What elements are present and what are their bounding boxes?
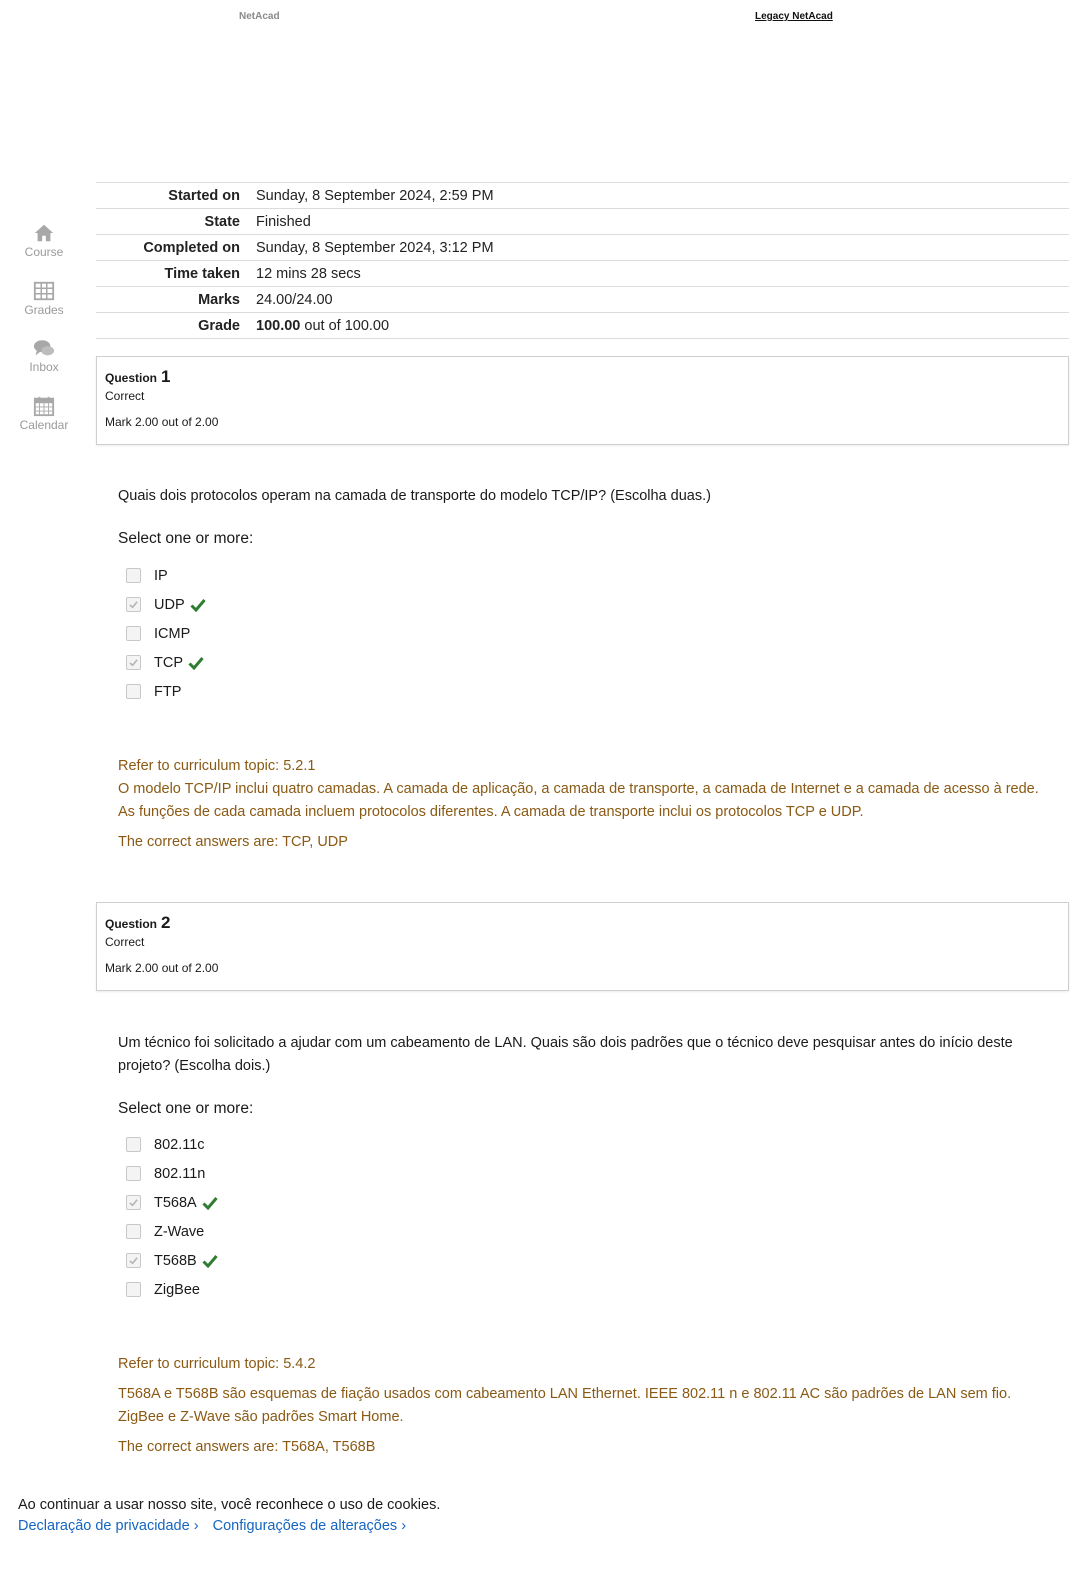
- sidebar-item-calendar[interactable]: [0, 395, 88, 453]
- grade-score: 100.00: [256, 317, 301, 334]
- summary-value: 12 mins 28 secs: [256, 265, 361, 282]
- answer-checkbox[interactable]: [126, 1137, 141, 1152]
- sidebar-item-label: Grades: [24, 302, 64, 317]
- home-icon: [33, 222, 55, 244]
- answer-option[interactable]: [126, 1275, 218, 1304]
- summary-value: [240, 318, 389, 334]
- summary-label: State: [204, 213, 240, 230]
- summary-value: 24.00/24.00: [256, 291, 333, 308]
- side-nav: [0, 222, 88, 452]
- question-title: [105, 363, 1060, 387]
- sidebar-item-label: Calendar: [19, 417, 69, 432]
- top-bar: [0, 0, 1080, 40]
- summary-row-state: [96, 209, 1069, 235]
- question-text: Quais dois protocolos operam na camada de transporte do modelo TCP/IP? (Escolha duas.): [118, 488, 711, 504]
- question-mark: Mark 2.00 out of 2.00: [105, 961, 219, 975]
- cookie-notice: [18, 1497, 440, 1534]
- answer-checkbox[interactable]: [126, 1253, 141, 1268]
- sidebar-item-inbox[interactable]: [0, 337, 88, 395]
- sidebar-item-label: Course: [24, 245, 64, 259]
- correct-check-icon: [190, 598, 206, 612]
- answer-label: 802.11c: [154, 1136, 205, 1153]
- answer-label: 802.11n: [154, 1165, 206, 1182]
- chevron-right-icon: ›: [401, 1518, 407, 1534]
- brand-name[interactable]: NetAcad: [239, 11, 280, 22]
- question-text: Um técnico foi solicitado a ajudar com um cabeamento de LAN. Quais são dois padrões que o técnico deve pesquisar antes do início deste projeto? (Escolha dois.): [118, 1035, 1013, 1074]
- answer-list: [126, 1130, 218, 1304]
- answer-option[interactable]: [126, 1217, 218, 1246]
- answer-checkbox[interactable]: [126, 655, 141, 670]
- answer-label: IP: [154, 567, 168, 584]
- curriculum-topic: Refer to curriculum topic: 5.4.2: [118, 1356, 316, 1372]
- answer-checkbox[interactable]: [126, 568, 141, 583]
- question-title: [105, 909, 1060, 933]
- cookie-text: Ao continuar a usar nosso site, você reconhece o uso de cookies.: [18, 1497, 441, 1513]
- answer-option[interactable]: [126, 648, 206, 677]
- answer-label: T568B: [154, 1252, 197, 1269]
- attempt-summary-table: [96, 182, 1069, 339]
- answer-checkbox[interactable]: [126, 1195, 141, 1210]
- answer-checkbox[interactable]: [126, 684, 141, 699]
- legacy-netacad-link[interactable]: Legacy NetAcad: [755, 11, 833, 22]
- answer-option[interactable]: [126, 1188, 218, 1217]
- summary-value: Finished: [256, 213, 311, 230]
- summary-value: Sunday, 8 September 2024, 2:59 PM: [256, 187, 494, 204]
- link-label: Declaração de privacidade: [18, 1518, 190, 1534]
- grades-icon: [33, 280, 55, 302]
- question-state: Correct: [105, 389, 145, 403]
- question-label: Question: [105, 917, 158, 931]
- explanation-text: T568A e T568B são esquemas de fiação usados com cabeamento LAN Ethernet. IEEE 802.11 n e 802.11 AC são padrões de LAN sem fio. ZigBee e Z-Wave são padrões Smart Home.: [118, 1386, 1012, 1425]
- answer-option[interactable]: [126, 619, 206, 648]
- question-state: Correct: [105, 935, 145, 949]
- answer-label: FTP: [154, 683, 182, 700]
- summary-label: Time taken: [164, 265, 240, 282]
- curriculum-topic: Refer to curriculum topic: 5.2.1: [118, 758, 316, 774]
- summary-label: Completed on: [143, 239, 240, 256]
- summary-row-time: [96, 261, 1069, 287]
- question-mark: Mark 2.00 out of 2.00: [105, 415, 219, 429]
- change-settings-link[interactable]: [213, 1518, 406, 1534]
- link-label: Configurações de alterações: [212, 1518, 398, 1534]
- answer-option[interactable]: [126, 677, 206, 706]
- summary-row-grade: [96, 313, 1069, 339]
- correct-check-icon: [202, 1196, 218, 1210]
- answer-option[interactable]: [126, 1159, 218, 1188]
- question-info-box: [96, 902, 1069, 991]
- summary-row-completed: [96, 235, 1069, 261]
- summary-label: Grade: [198, 317, 240, 334]
- summary-label: Started on: [168, 187, 240, 204]
- summary-label: Marks: [198, 291, 240, 308]
- correct-check-icon: [202, 1254, 218, 1268]
- answer-prompt: Select one or more:: [118, 1100, 254, 1117]
- answer-option[interactable]: [126, 561, 206, 590]
- question-feedback: [118, 755, 1053, 854]
- inbox-icon: [33, 337, 55, 359]
- chevron-right-icon: ›: [193, 1518, 199, 1534]
- answer-checkbox[interactable]: [126, 1166, 141, 1181]
- privacy-statement-link[interactable]: [18, 1518, 199, 1534]
- summary-value: Sunday, 8 September 2024, 3:12 PM: [256, 239, 494, 256]
- answer-checkbox[interactable]: [126, 597, 141, 612]
- question-feedback: [118, 1353, 1053, 1459]
- summary-row-started: [96, 183, 1069, 209]
- calendar-icon: [33, 395, 55, 417]
- correct-answers: The correct answers are: T568A, T568B: [118, 1439, 376, 1455]
- answer-option[interactable]: [126, 1130, 218, 1159]
- answer-list: [126, 561, 206, 706]
- question-label: Question: [105, 371, 158, 385]
- question-info-box: [96, 356, 1069, 445]
- question-number: 1: [161, 367, 171, 386]
- question-number: 2: [161, 913, 171, 932]
- sidebar-item-course[interactable]: [0, 222, 88, 280]
- answer-checkbox[interactable]: [126, 1224, 141, 1239]
- answer-label: ZigBee: [154, 1281, 200, 1298]
- correct-check-icon: [188, 656, 204, 670]
- answer-prompt: Select one or more:: [118, 530, 254, 547]
- answer-label: T568A: [154, 1194, 197, 1211]
- answer-label: ICMP: [154, 625, 191, 642]
- answer-checkbox[interactable]: [126, 1282, 141, 1297]
- answer-checkbox[interactable]: [126, 626, 141, 641]
- summary-row-marks: [96, 287, 1069, 313]
- answer-option[interactable]: [126, 590, 206, 619]
- correct-answers: The correct answers are: TCP, UDP: [118, 834, 348, 850]
- answer-option[interactable]: [126, 1246, 218, 1275]
- answer-label: UDP: [154, 596, 185, 613]
- sidebar-item-grades[interactable]: [0, 280, 88, 338]
- grade-out-of: out of 100.00: [300, 317, 390, 334]
- answer-label: TCP: [154, 654, 183, 671]
- answer-label: Z-Wave: [154, 1223, 205, 1240]
- explanation-text: O modelo TCP/IP inclui quatro camadas. A camada de aplicação, a camada de transporte, a camada de Internet e a camada de acesso à rede. As funções de cada camada incluem protocolos diferentes. A camada de transporte inclui os protocolos TCP e UDP.: [118, 781, 1039, 820]
- sidebar-item-label: Inbox: [29, 360, 59, 374]
